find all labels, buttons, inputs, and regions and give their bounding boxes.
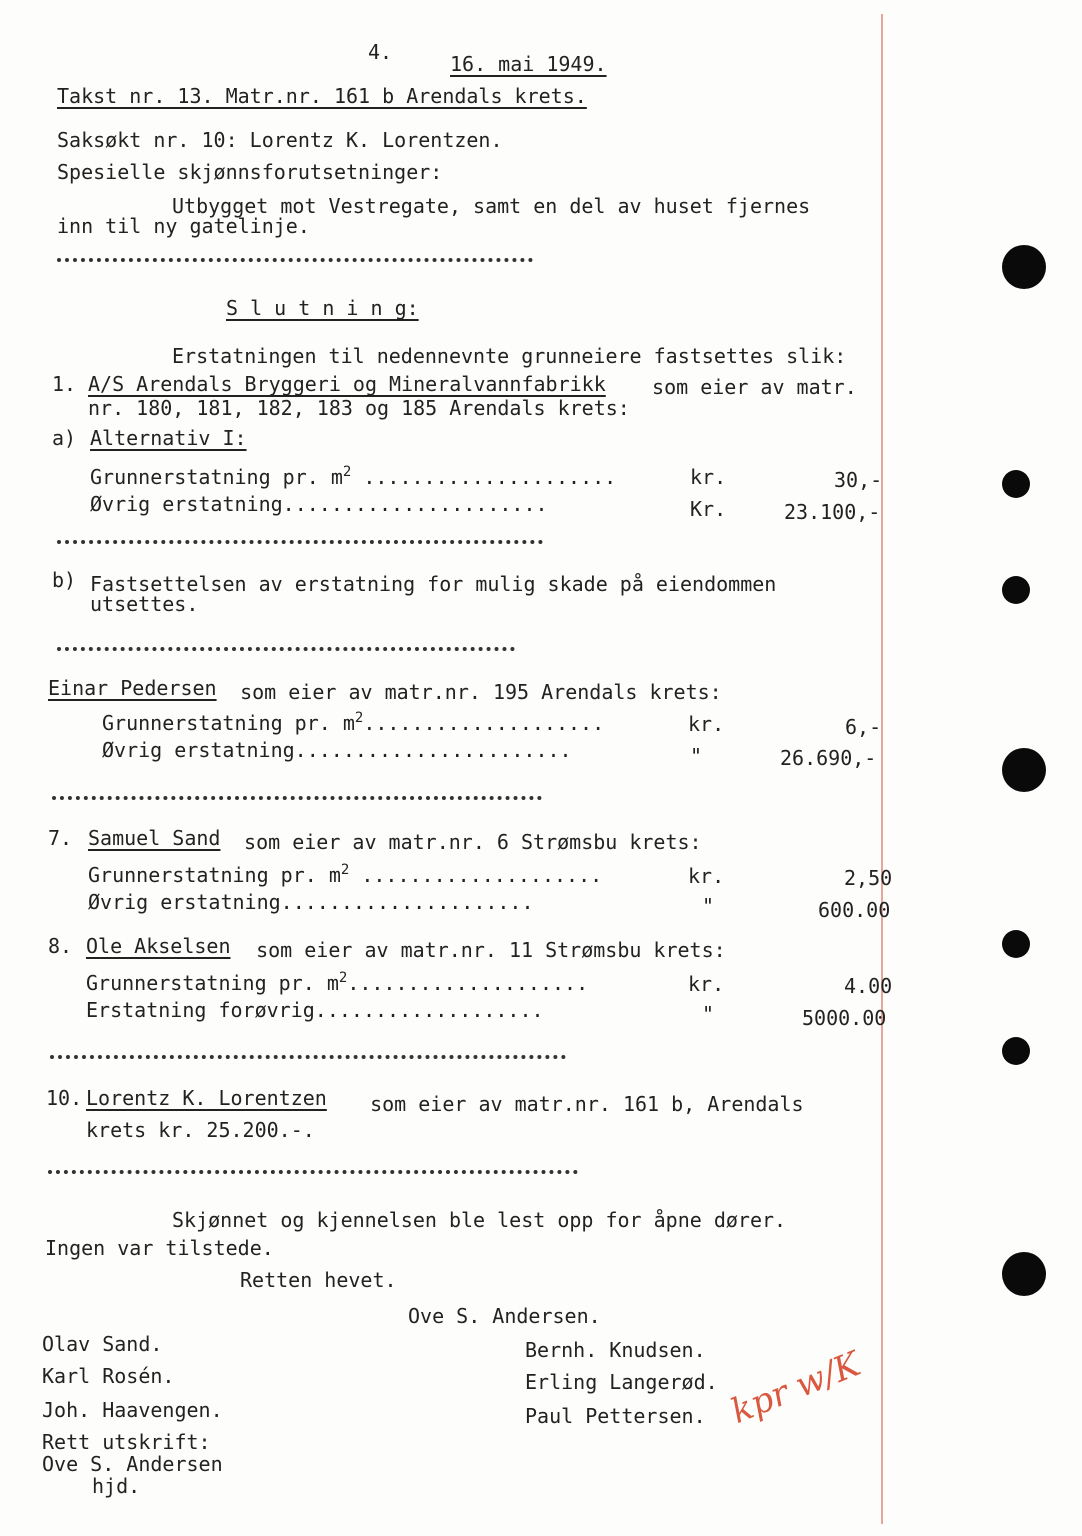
dotted-separator: [57, 258, 533, 262]
conclusion-heading: S l u t n i n g:: [226, 296, 419, 320]
punch-hole: [1002, 1252, 1046, 1296]
alternative-prefix: a): [52, 426, 77, 450]
compensation-row: Øvrig erstatning......................: [90, 492, 548, 516]
currency-unit: ": [690, 744, 703, 768]
compensation-row: Erstatning forøvrig...................: [86, 998, 544, 1022]
compensation-row: [88, 858, 602, 887]
item-number: 1.: [52, 372, 77, 396]
row-label: Grunnerstatning pr. m: [102, 711, 355, 735]
dotted-separator: [57, 540, 543, 544]
signature-left: Joh. Haavengen.: [42, 1398, 223, 1422]
defendant-line: Saksøkt nr. 10: Lorentz K. Lorentzen.: [57, 128, 503, 152]
row-label: Grunnerstatning pr. m: [88, 863, 341, 887]
row-dots: .....................: [351, 465, 617, 489]
signature-left: Karl Rosén.: [42, 1364, 175, 1388]
signature-left: Olav Sand.: [42, 1332, 163, 1356]
owner-description: som eier av matr.nr. 11 Strømsbu krets:: [232, 938, 726, 962]
postponement-text: utsettes.: [90, 592, 199, 616]
dotted-separator: [52, 796, 542, 800]
alternative-label: Alternativ I:: [90, 426, 247, 450]
document-date: 16. mai 1949.: [450, 52, 607, 76]
amount: 26.690,-: [780, 746, 877, 770]
margin-line: [881, 14, 883, 1524]
owner-name: Samuel Sand: [88, 826, 221, 850]
currency-unit: kr.: [688, 864, 725, 888]
punch-hole: [1002, 748, 1046, 792]
punch-hole: [1002, 1037, 1030, 1065]
punch-hole: [1002, 930, 1030, 958]
row-dots: ....................: [349, 863, 603, 887]
currency-unit: kr.: [690, 465, 727, 489]
amount: 600.00: [818, 898, 891, 922]
punch-hole: [1002, 245, 1046, 289]
owner-name: Lorentz K. Lorentzen: [86, 1086, 327, 1110]
certification-line: hjd.: [92, 1474, 141, 1498]
row-dots: ....................: [363, 711, 605, 735]
dotted-separator: [50, 1055, 566, 1059]
compensation-row: Øvrig erstatning.....................: [88, 890, 534, 914]
signature-right: Bernh. Knudsen.: [525, 1338, 706, 1362]
amount: 5000.00: [802, 1006, 887, 1030]
signature-right: Paul Pettersen.: [525, 1404, 706, 1428]
document-title: Takst nr. 13. Matr.nr. 161 b Arendals krets.: [57, 84, 587, 108]
owner-description: nr. 180, 181, 182, 183 og 185 Arendals krets:: [88, 396, 630, 420]
owner-description: som eier av matr.: [640, 375, 857, 399]
signature-right: Erling Langerød.: [525, 1370, 718, 1394]
dotted-separator: [57, 647, 515, 651]
certification-line: Ove S. Andersen: [42, 1452, 223, 1476]
compensation-row: [90, 460, 616, 489]
punch-hole: [1002, 576, 1030, 604]
award-text: krets kr. 25.200.-.: [86, 1118, 315, 1142]
currency-unit: kr.: [688, 972, 725, 996]
amount: 2,50: [844, 866, 893, 890]
amount: 23.100,-: [784, 500, 881, 524]
closing-text: Ingen var tilstede.: [45, 1236, 274, 1260]
currency-unit: ": [702, 894, 715, 918]
currency-unit: ": [702, 1002, 715, 1026]
closing-text: Retten hevet.: [240, 1268, 397, 1292]
superscript: 2: [338, 970, 348, 986]
currency-unit: Kr.: [690, 497, 727, 521]
row-dots: ....................: [347, 971, 589, 995]
presiding-judge: Ove S. Andersen.: [408, 1304, 601, 1328]
row-label: Grunnerstatning pr. m: [86, 971, 339, 995]
superscript: 2: [342, 464, 352, 480]
handwritten-note: kpr w/K: [725, 1344, 866, 1432]
item-prefix: b): [52, 568, 77, 592]
currency-unit: kr.: [688, 712, 725, 736]
owner-name: Ole Akselsen: [86, 934, 231, 958]
punch-hole: [1002, 470, 1030, 498]
special-conditions-text: inn til ny gatelinje.: [57, 214, 310, 238]
special-conditions-heading: Spesielle skjønnsforutsetninger:: [57, 160, 443, 184]
item-number: 10.: [46, 1086, 83, 1110]
owner-description: som eier av matr.nr. 161 b, Arendals: [346, 1092, 804, 1116]
owner-description: som eier av matr.nr. 195 Arendals krets:: [216, 680, 722, 704]
amount: 4.00: [844, 974, 893, 998]
special-conditions-text: Utbygget mot Vestregate, samt en del av huset fjernes: [172, 194, 811, 218]
superscript: 2: [340, 862, 350, 878]
owner-name: A/S Arendals Bryggeri og Mineralvannfabrikk: [88, 372, 606, 396]
dotted-separator: [48, 1170, 578, 1174]
compensation-row: Øvrig erstatning.......................: [102, 738, 572, 762]
page-number: 4.: [368, 40, 393, 64]
superscript: 2: [354, 710, 364, 726]
item-number: 8.: [48, 934, 73, 958]
row-label: Grunnerstatning pr. m: [90, 465, 343, 489]
postponement-text: Fastsettelsen av erstatning for mulig skade på eiendommen: [90, 572, 777, 596]
compensation-row: [102, 706, 604, 735]
amount: 6,-: [845, 715, 882, 739]
conclusion-lead: Erstatningen til nedennevnte grunneiere fastsettes slik:: [172, 344, 847, 368]
owner-name: Einar Pedersen: [48, 676, 217, 700]
compensation-row: [86, 966, 588, 995]
item-number: 7.: [48, 826, 73, 850]
amount: 30,-: [834, 468, 883, 492]
owner-description: som eier av matr.nr. 6 Strømsbu krets:: [232, 830, 702, 854]
certification-line: Rett utskrift:: [42, 1430, 211, 1454]
closing-text: Skjønnet og kjennelsen ble lest opp for åpne dører.: [172, 1208, 787, 1232]
